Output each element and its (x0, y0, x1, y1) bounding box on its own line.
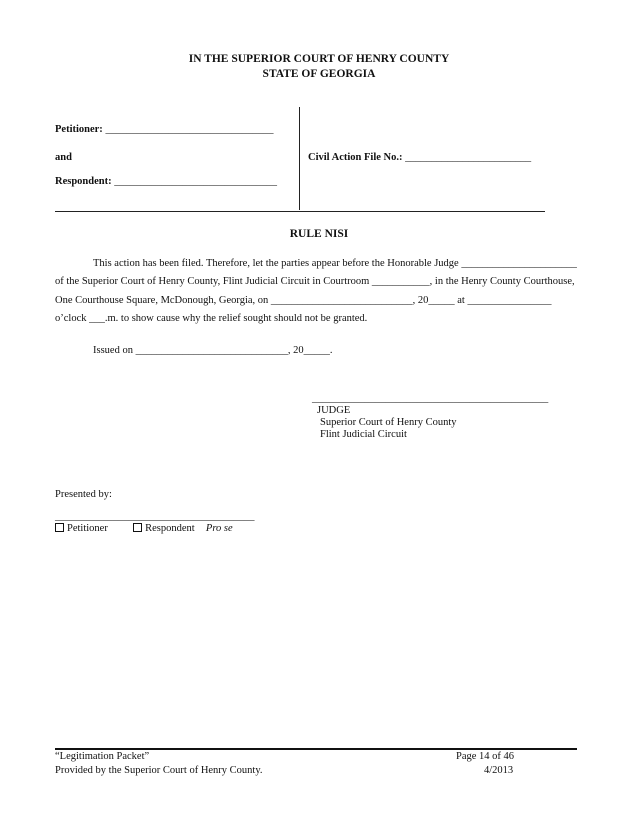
petitioner-line (55, 124, 273, 135)
petitioner-label: Petitioner: (55, 124, 103, 135)
respondent-option-label: Respondent (145, 523, 195, 534)
document-title: RULE NISI (289, 228, 349, 240)
and-label: and (55, 152, 72, 163)
body-line-4: o’clock ___.m. to show cause why the relief sought should not be granted. (55, 313, 368, 324)
civil-action-label: Civil Action File No.: (308, 152, 403, 163)
petitioner-checkbox[interactable] (55, 523, 64, 532)
footer-provided-by: Provided by the Superior Court of Henry County. (55, 765, 263, 776)
caption-bottom-rule (55, 211, 545, 212)
respondent-blank[interactable]: _______________________________ (114, 176, 277, 187)
judge-circuit: Flint Judicial Circuit (320, 429, 407, 440)
judge-court: Superior Court of Henry County (320, 417, 457, 428)
judge-signature-blank[interactable]: _____________________________________________ (312, 393, 549, 404)
respondent-checkbox[interactable] (133, 523, 142, 532)
presented-label: Presented by: (55, 489, 112, 500)
footer-packet-name: “Legitimation Packet” (55, 751, 150, 762)
presenter-options (55, 523, 233, 534)
court-heading: IN THE SUPERIOR COURT OF HENRY COUNTY (188, 53, 450, 65)
body-line-2: of the Superior Court of Henry County, Flint Judicial Circuit in Courtroom ___________, in the Henry County Courthouse, (55, 276, 575, 287)
state-heading: STATE OF GEORGIA (262, 68, 376, 80)
petitioner-blank[interactable]: ________________________________ (105, 124, 274, 135)
judge-label: JUDGE (317, 405, 351, 416)
issued-line: Issued on _____________________________, 20_____. (93, 345, 333, 356)
civil-action-blank[interactable]: ________________________ (405, 152, 532, 163)
footer-date: 4/2013 (484, 765, 514, 776)
footer-page-info: Page 14 of 46 (456, 751, 515, 762)
presenter-signature-blank[interactable]: ______________________________________ (55, 511, 255, 522)
body-line-1: This action has been filed. Therefore, let the parties appear before the Honorable Judge ______________________ (93, 258, 577, 269)
petitioner-option-label: Petitioner (67, 523, 108, 534)
respondent-line (55, 176, 277, 187)
caption-divider (299, 107, 300, 210)
body-line-3: One Courthouse Square, McDonough, Georgia, on ___________________________, 20_____ at ________________ (55, 295, 552, 306)
pro-se-label: Pro se (205, 523, 233, 534)
footer-rule (55, 748, 577, 750)
civil-action-line (308, 152, 531, 163)
respondent-label: Respondent: (55, 176, 112, 187)
